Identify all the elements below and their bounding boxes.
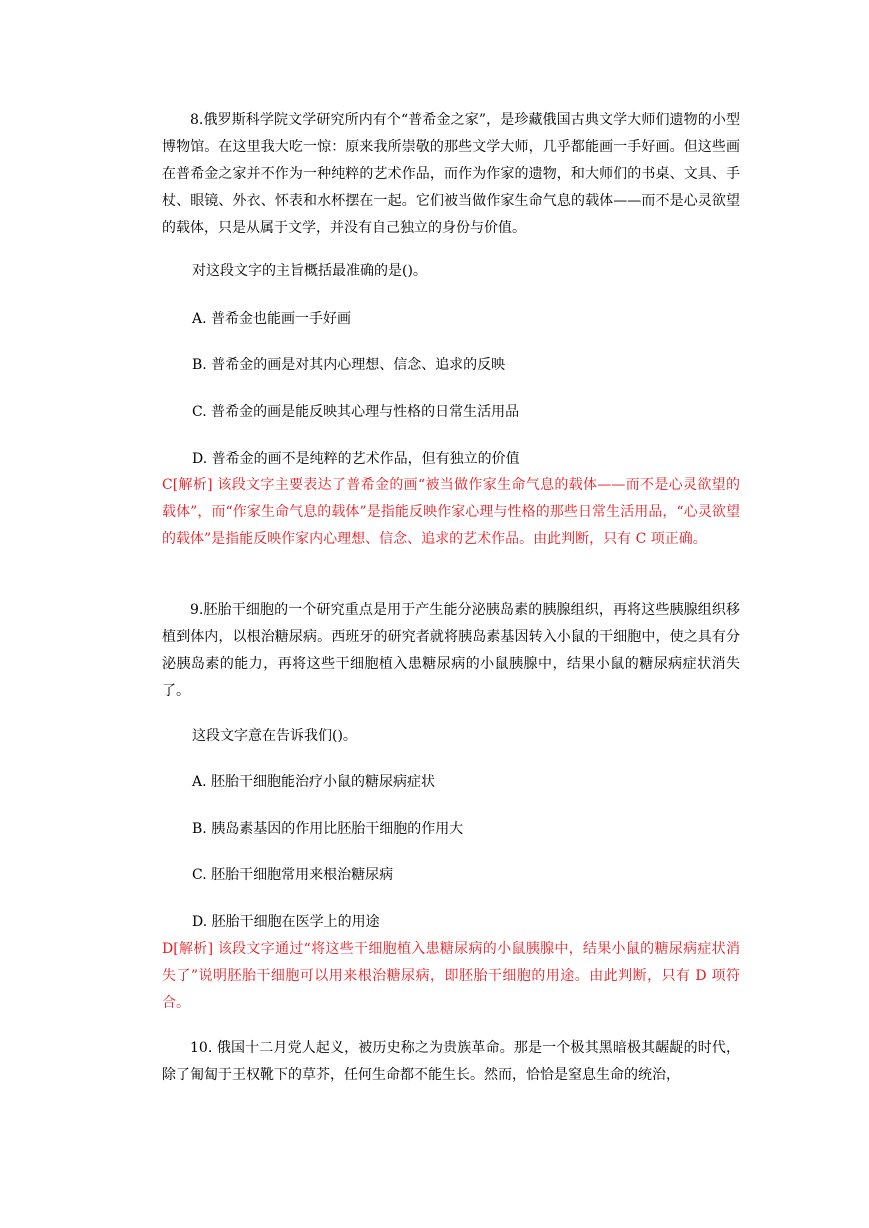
question-8-prompt: 对这段文字的主旨概括最准确的是()。	[192, 263, 427, 279]
question-8-stem: 8.俄罗斯科学院文学研究所内有个“普希金之家”，是珍藏俄国古典文学大师们遗物的小型博物馆。在这里我大吃一惊：原来我所崇敬的那些文学大师，几乎都能画一手好画。但这些画在普希金之家并不作为一种纯粹的艺术作品，而作为作家的遗物，和大师们的书桌、文具、手杖、眼镜、外衣、怀表和水杯摆在一起。它们被当做作家生命气息的载体——而不是心灵欲望的载体，只是从属于文学，并没有自己独立的身份与价值。	[162, 112, 740, 236]
question-9-option-a: A. 胚胎干细胞能治疗小鼠的糖尿病症状	[192, 774, 436, 790]
question-9-prompt: 这段文字意在告诉我们()。	[192, 728, 357, 744]
question-9-stem: 9.胚胎干细胞的一个研究重点是用于产生能分泌胰岛素的胰腺组织，再将这些胰腺组织移植到体内，以根治糖尿病。西班牙的研究者就将胰岛素基因转入小鼠的干细胞中，使之具有分泌胰岛素的能力，再将这些干细胞植入患糖尿病的小鼠胰腺中，结果小鼠的糖尿病症状消失了。	[162, 602, 740, 699]
question-8-option-c: C. 普希金的画是能反映其心理与性格的日常生活用品	[192, 404, 520, 420]
question-10-stem: 10. 俄国十二月党人起义，被历史称之为贵族革命。那是一个极其黑暗极其龌龊的时代，除了匍匐于王权靴下的草芥，任何生命都不能生长。然而，恰恰是窒息生命的统治，	[162, 1040, 740, 1083]
question-9-analysis: D[解析] 该段文字通过“将这些干细胞植入患糖尿病的小鼠胰腺中，结果小鼠的糖尿病症状消失了”说明胚胎干细胞可以用来根治糖尿病，即胚胎干细胞的用途。由此判断，只有 D 项符合。	[162, 941, 740, 1011]
question-9-option-c: C. 胚胎干细胞常用来根治糖尿病	[192, 867, 394, 883]
question-8-option-d: D. 普希金的画不是纯粹的艺术作品，但有独立的价值	[192, 451, 520, 467]
question-8-option-b: B. 普希金的画是对其内心理想、信念、追求的反映	[192, 357, 506, 373]
question-8-option-a: A. 普希金也能画一手好画	[192, 311, 352, 327]
question-9-option-b: B. 胰岛素基因的作用比胚胎干细胞的作用大	[192, 821, 464, 837]
question-9-option-d: D. 胚胎干细胞在医学上的用途	[192, 914, 380, 930]
question-8-analysis: C[解析] 该段文字主要表达了普希金的画“被当做作家生命气息的载体——而不是心灵欲望的载体”，而“作家生命气息的载体”是指能反映作家心理与性格的那些日常生活用品，“心灵欲望的载体”是指能反映作家内心理想、信念、追求的艺术作品。由此判断，只有 C 项正确。	[162, 477, 740, 547]
